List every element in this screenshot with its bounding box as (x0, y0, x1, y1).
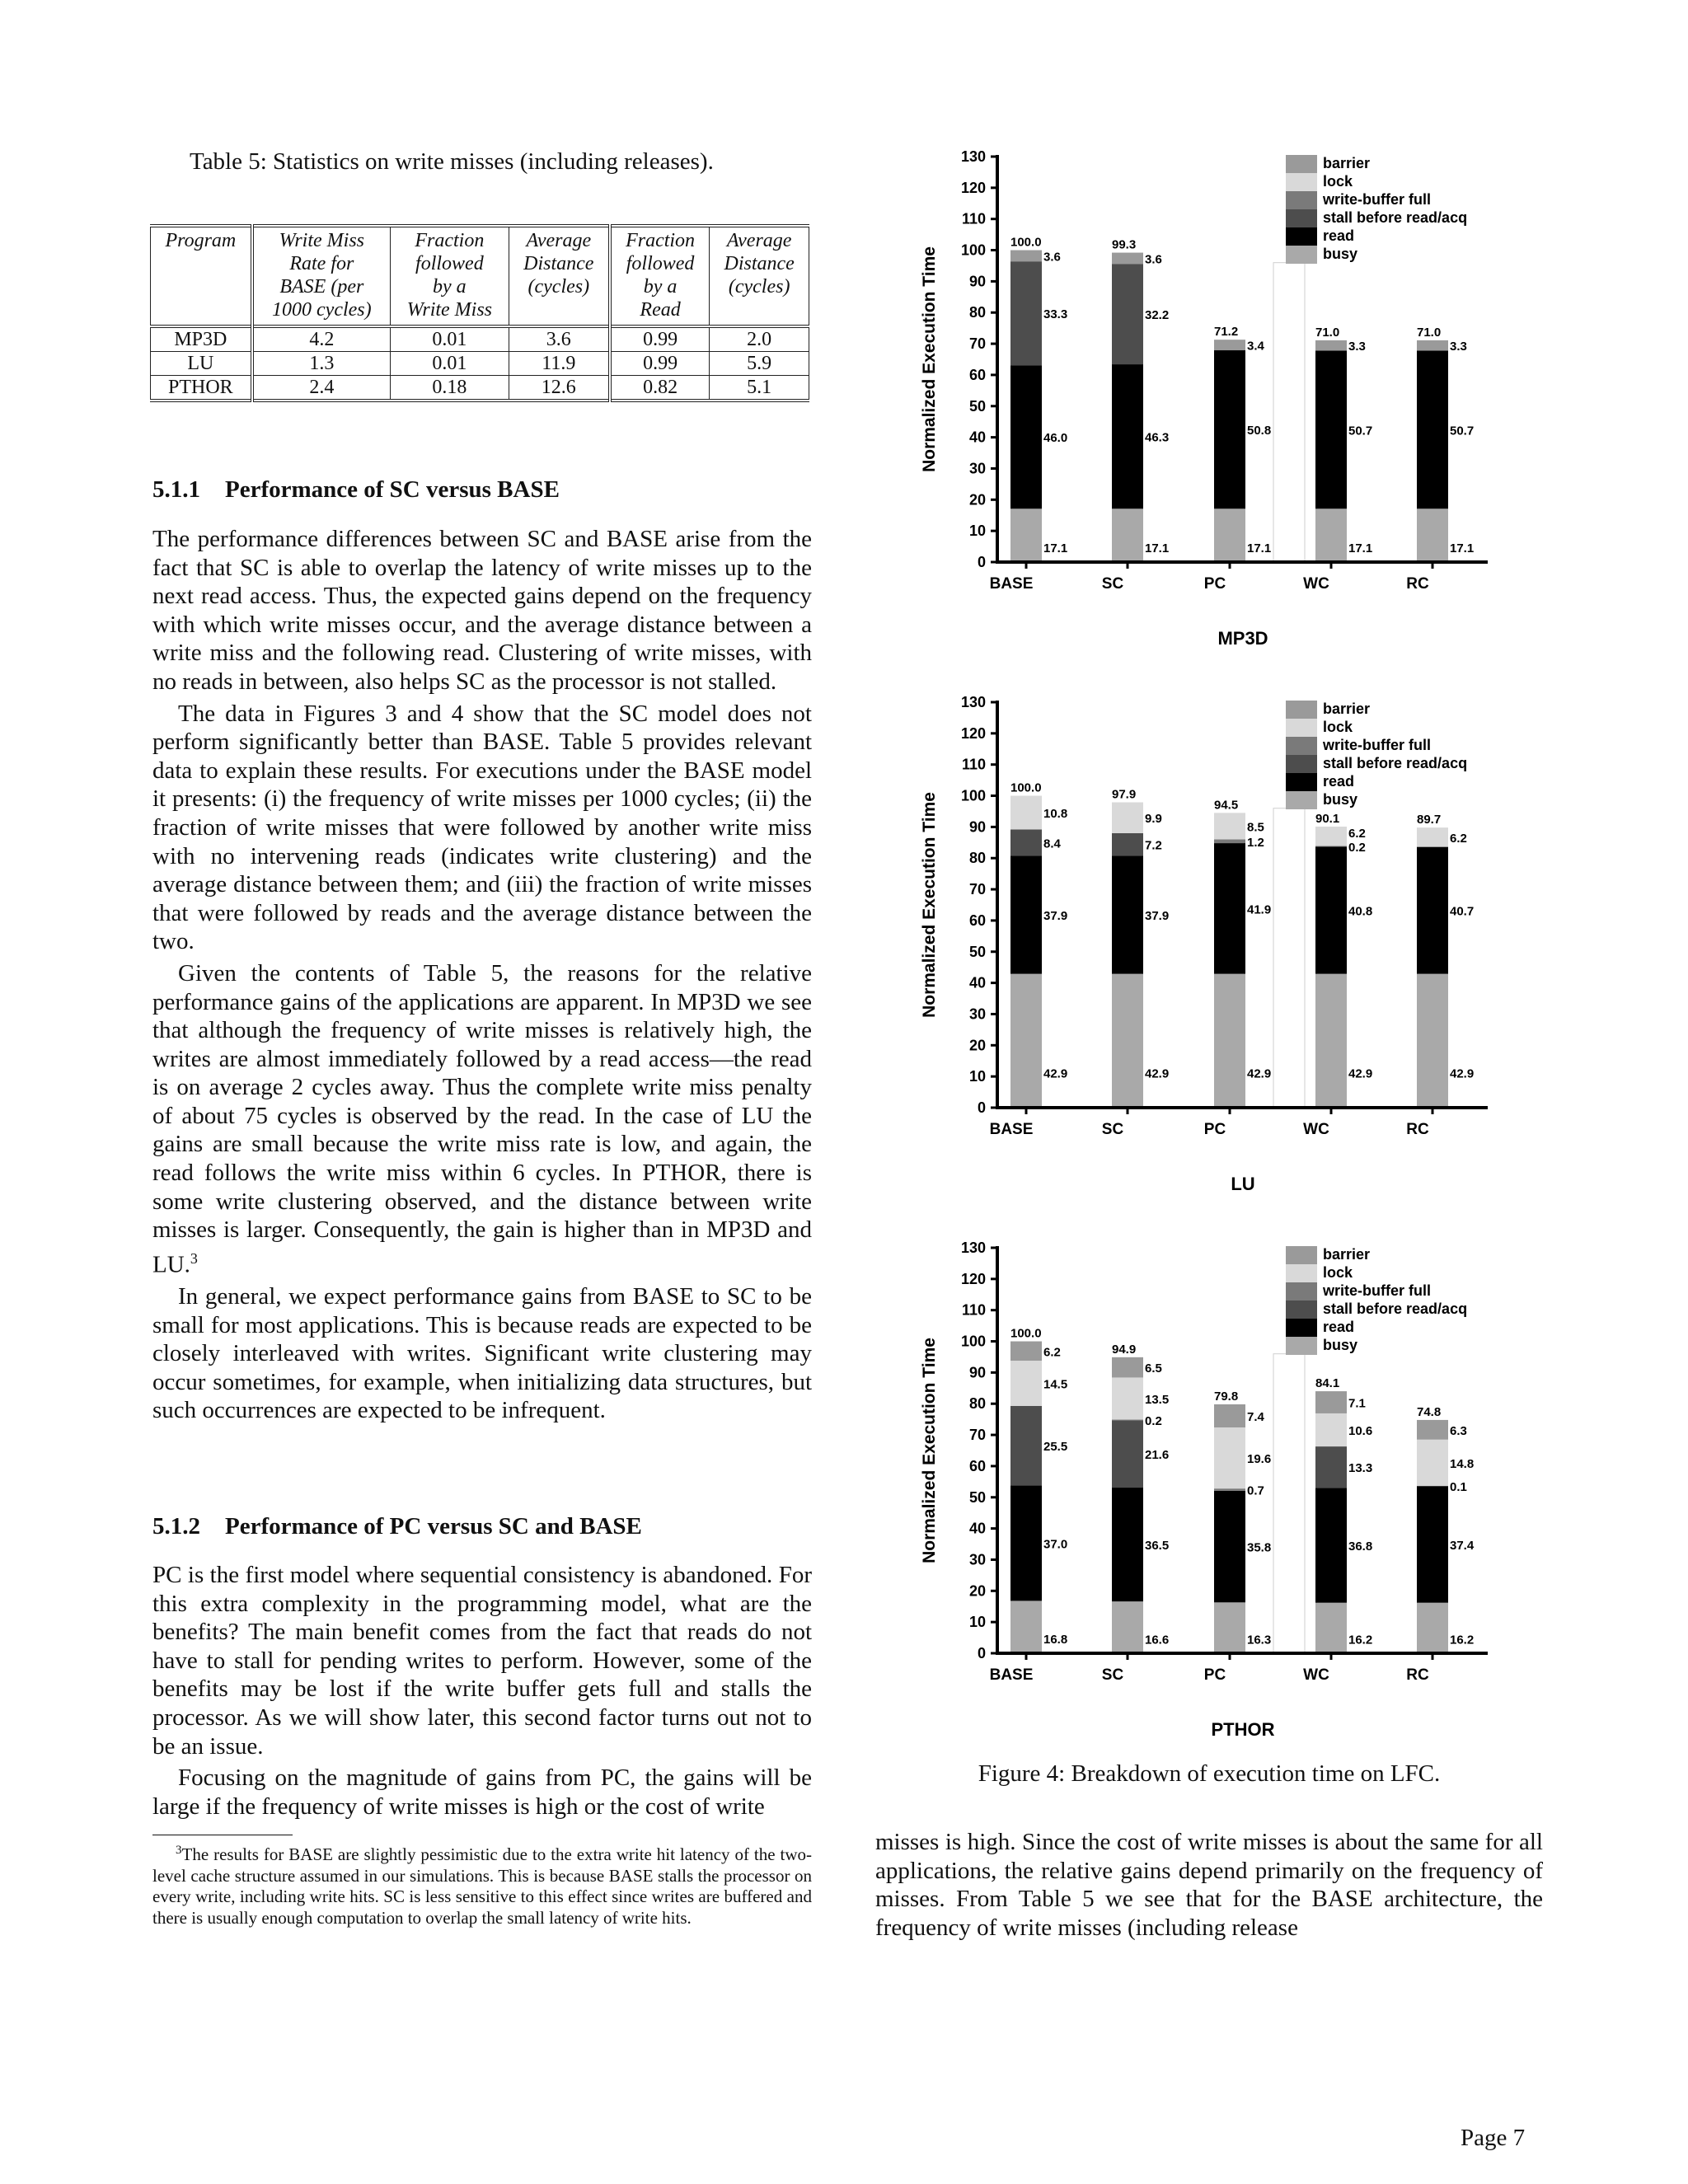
legend-swatch-lock (1286, 173, 1317, 191)
bar-segment-busy (1214, 509, 1245, 562)
pthor-chart (907, 1231, 1533, 1759)
highlight-column (1273, 808, 1305, 1108)
y-tick-label: 80 (968, 304, 986, 321)
legend-label: read (1323, 227, 1355, 244)
bar-segment-barrier (1010, 251, 1042, 262)
legend-swatch-busy (1286, 791, 1317, 809)
data-label: 42.9 (1348, 1066, 1373, 1081)
data-label: 16.2 (1450, 1633, 1475, 1647)
data-label: 8.5 (1247, 820, 1264, 835)
data-label: 16.8 (1043, 1633, 1068, 1647)
bar-segment-read (1214, 350, 1245, 509)
bar-segment-write-buffer-full (1214, 1488, 1245, 1491)
y-tick-label: 120 (960, 724, 986, 742)
data-label: 3.6 (1145, 252, 1162, 267)
y-axis-label: Normalized Execution Time (920, 1338, 939, 1563)
data-label: 40.8 (1348, 904, 1373, 919)
bar-segment-barrier (1214, 1404, 1245, 1427)
data-label: 37.9 (1145, 908, 1170, 923)
legend-swatch-read (1286, 227, 1317, 246)
data-label: 3.6 (1043, 250, 1061, 265)
bar-segment-lock (1112, 1377, 1143, 1419)
data-label: 6.5 (1145, 1361, 1162, 1376)
legend-label: lock (1323, 719, 1353, 735)
legend-label: stall before read/acq (1323, 209, 1468, 226)
y-tick-label: 30 (968, 460, 986, 477)
bar-total-label: 71.2 (1214, 325, 1239, 340)
paragraph: Focusing on the magnitude of gains from PC, the gains will be large if the frequency of write misses is high or the cost of write (152, 1765, 812, 1820)
bar-segment-stall-before-read-acq (1010, 829, 1042, 855)
legend-label: barrier (1323, 701, 1371, 717)
y-tick-label: 0 (977, 1099, 986, 1116)
table-cell: 0.99 (610, 326, 710, 352)
data-label: 37.4 (1450, 1538, 1475, 1553)
bar-segment-read (1112, 855, 1143, 973)
table-cell: 11.9 (509, 352, 610, 376)
y-tick-label: 130 (960, 694, 986, 710)
y-tick-label: 10 (968, 523, 986, 540)
bar-segment-busy (1417, 509, 1448, 562)
table-header-cell: Write Miss Rate for BASE (per 1000 cycles) (252, 226, 391, 326)
data-label: 35.8 (1247, 1540, 1272, 1555)
bar-segment-barrier (1315, 340, 1347, 350)
legend-label: busy (1323, 246, 1358, 262)
data-label: 0.7 (1247, 1483, 1264, 1498)
bar-segment-barrier (1315, 1391, 1347, 1413)
legend-swatch-busy (1286, 246, 1317, 264)
y-tick-label: 90 (968, 1364, 986, 1381)
table-header-cell: Average Distance (cycles) (509, 226, 610, 326)
section-heading-511: 5.1.1 Performance of SC versus BASE (152, 476, 560, 503)
bar-segment-stall-before-read-acq (1112, 833, 1143, 855)
legend-label: busy (1323, 791, 1358, 808)
table-cell: PTHOR (151, 376, 252, 401)
data-label: 14.5 (1043, 1377, 1068, 1392)
table-cell: 3.6 (509, 326, 610, 352)
bar-segment-write-buffer-full (1214, 840, 1245, 844)
y-tick-label: 60 (968, 912, 986, 929)
bar-segment-busy (1010, 509, 1042, 562)
highlight-column (1273, 263, 1305, 562)
data-label: 16.2 (1348, 1633, 1373, 1647)
data-label: 6.2 (1043, 1345, 1061, 1360)
y-tick-label: 110 (961, 210, 986, 227)
table-cell: LU (151, 352, 252, 376)
table-caption: Table 5: Statistics on write misses (including releases). (190, 148, 714, 175)
table-cell: 0.01 (390, 352, 509, 376)
legend-swatch-busy (1286, 1337, 1317, 1355)
mp3d-chart (907, 140, 1533, 668)
legend-label: write-buffer full (1323, 1282, 1431, 1299)
bar-total-label: 99.3 (1112, 237, 1137, 252)
legend-label: write-buffer full (1323, 191, 1431, 208)
bar-segment-read (1214, 843, 1245, 974)
data-label: 50.8 (1247, 424, 1272, 438)
legend-label: busy (1323, 1337, 1358, 1353)
legend-swatch-lock (1286, 719, 1317, 737)
bar-segment-write-buffer-full (1417, 1486, 1448, 1487)
y-tick-label: 40 (968, 1520, 986, 1537)
y-tick-label: 30 (968, 1551, 986, 1568)
x-tick-label: SC (1101, 1121, 1124, 1138)
y-tick-label: 40 (968, 974, 986, 991)
y-tick-label: 80 (968, 1395, 986, 1413)
x-tick-label: RC (1406, 1666, 1429, 1684)
data-label: 17.1 (1247, 541, 1272, 555)
bar-total-label: 100.0 (1010, 1326, 1042, 1341)
bar-segment-lock (1112, 802, 1143, 832)
bar-total-label: 90.1 (1315, 812, 1340, 827)
section-heading-512: 5.1.2 Performance of PC versus SC and BASE (152, 1513, 642, 1540)
y-tick-label: 110 (961, 756, 986, 773)
legend-swatch-write-buffer-full (1286, 1282, 1317, 1301)
bar-segment-read (1417, 847, 1448, 974)
data-label: 9.9 (1145, 812, 1162, 827)
chart-title: PTHOR (1211, 1719, 1275, 1740)
y-tick-label: 60 (968, 1457, 986, 1474)
bar-segment-busy (1417, 1603, 1448, 1653)
data-label: 32.2 (1145, 308, 1170, 323)
page-number: Page 7 (1461, 2125, 1526, 2151)
table-header-cell: Fraction followed by a Write Miss (390, 226, 509, 326)
y-tick-label: 60 (968, 366, 986, 383)
table-cell: 2.0 (710, 326, 809, 352)
data-label: 46.3 (1145, 430, 1170, 445)
bar-total-label: 94.9 (1112, 1342, 1137, 1357)
bar-segment-busy (1417, 974, 1448, 1108)
data-label: 41.9 (1247, 902, 1272, 917)
chart-title: MP3D (1217, 628, 1268, 649)
table-row (151, 326, 809, 352)
table-cell: 5.9 (710, 352, 809, 376)
bar-segment-write-buffer-full (1112, 1420, 1143, 1421)
write-miss-stats-table (150, 224, 809, 402)
legend-label: write-buffer full (1323, 737, 1431, 753)
paragraph: PC is the first model where sequential consistency is abandoned. For this extra complexity in the programming model, what are the benefits? The main benefit comes from the fact that reads do not have to stall for pending writes to perform. However, some of the benefits may be lost if the write buffer gets full and stalls the processor. As we will show later, this second factor turns out not to be an issue. (152, 1562, 812, 1760)
bar-total-label: 74.8 (1417, 1404, 1442, 1419)
bar-segment-lock (1315, 1413, 1347, 1446)
legend-swatch-read (1286, 773, 1317, 791)
data-label: 3.3 (1348, 340, 1366, 354)
bar-segment-read (1417, 1486, 1448, 1603)
data-label: 33.3 (1043, 307, 1068, 322)
x-tick-label: PC (1203, 1666, 1226, 1684)
y-tick-label: 50 (968, 397, 986, 415)
table-cell: MP3D (151, 326, 252, 352)
y-tick-label: 120 (960, 179, 986, 196)
footnote-ref: 3 (190, 1249, 198, 1267)
bar-segment-barrier (1214, 340, 1245, 350)
footnote: $^3$The results for BASE are slightly pessimistic due to the extra write hit latency of the two-level cache structure assumed in our simulations. This is because BASE stalls the processor on every write, including write hits. SC is less sensitive to this effect since writes are buffered and there is usually enough computation to overlap the small latency of write hits. (152, 1844, 812, 1928)
legend-label: barrier (1323, 1246, 1371, 1263)
data-label: 6.2 (1348, 826, 1366, 841)
bar-segment-read (1112, 1488, 1143, 1601)
table-header-cell: Fraction followed by a Read (610, 226, 710, 326)
legend-label: read (1323, 1319, 1355, 1335)
legend-label: read (1323, 773, 1355, 790)
y-tick-label: 130 (960, 148, 986, 165)
x-tick-label: SC (1101, 575, 1124, 593)
data-label: 0.2 (1145, 1413, 1162, 1428)
y-tick-label: 130 (960, 1240, 986, 1256)
bar-total-label: 71.0 (1315, 325, 1340, 340)
data-label: 40.7 (1450, 904, 1475, 919)
y-axis-label: Normalized Execution Time (920, 246, 939, 472)
bar-segment-stall-before-read-acq (1112, 1420, 1143, 1488)
bar-segment-stall-before-read-acq (1010, 261, 1042, 365)
y-tick-label: 10 (968, 1068, 986, 1085)
x-tick-label: BASE (989, 575, 1034, 593)
x-tick-label: SC (1101, 1666, 1124, 1684)
legend-swatch-read (1286, 1319, 1317, 1337)
data-label: 10.6 (1348, 1424, 1373, 1439)
bar-segment-lock (1214, 1427, 1245, 1488)
table-cell: 0.01 (390, 326, 509, 352)
y-tick-label: 30 (968, 1005, 986, 1023)
data-label: 16.3 (1247, 1633, 1272, 1647)
data-label: 17.1 (1348, 541, 1373, 555)
legend-swatch-barrier (1286, 155, 1317, 173)
bar-segment-barrier (1417, 1420, 1448, 1440)
bar-segment-read (1010, 365, 1042, 509)
bar-total-label: 100.0 (1010, 235, 1042, 250)
data-label: 37.9 (1043, 908, 1068, 923)
x-tick-label: PC (1203, 575, 1226, 593)
figure-caption: Figure 4: Breakdown of execution time on LFC. (978, 1760, 1441, 1787)
data-label: 50.7 (1450, 424, 1475, 438)
legend-swatch-write-buffer-full (1286, 737, 1317, 755)
table-header-cell: Program (151, 226, 252, 326)
right-column-text: misses is high. Since the cost of write misses is about the same for all applications, the relative gains depend primarily on the frequency of misses. From Table 5 we see that for the BASE architecture, the frequency of write misses (including release (875, 1829, 1543, 1941)
bar-segment-read (1214, 1491, 1245, 1602)
bar-segment-busy (1214, 1602, 1245, 1653)
legend-swatch-stall-before-read-acq (1286, 1301, 1317, 1319)
bar-segment-read (1315, 350, 1347, 509)
data-label: 17.1 (1145, 541, 1170, 555)
y-tick-label: 90 (968, 273, 986, 290)
data-label: 46.0 (1043, 431, 1068, 446)
data-label: 50.7 (1348, 424, 1373, 438)
data-label: 17.1 (1450, 541, 1475, 555)
bar-segment-read (1010, 1485, 1042, 1601)
y-tick-label: 100 (960, 787, 986, 804)
data-label: 6.2 (1450, 831, 1467, 846)
data-label: 42.9 (1247, 1066, 1272, 1081)
table-cell: 4.2 (252, 326, 391, 352)
y-tick-label: 20 (968, 491, 986, 509)
data-label: 6.3 (1450, 1423, 1467, 1438)
legend-label: lock (1323, 173, 1353, 190)
legend-swatch-barrier (1286, 1246, 1317, 1264)
section-511-body (152, 525, 812, 1425)
data-label: 14.8 (1450, 1456, 1475, 1471)
data-label: 10.8 (1043, 806, 1068, 821)
bar-segment-read (1315, 846, 1347, 973)
highlight-column (1273, 1354, 1305, 1653)
y-tick-label: 50 (968, 1488, 986, 1506)
bar-segment-busy (1010, 974, 1042, 1108)
data-label: 0.2 (1348, 840, 1366, 855)
bar-segment-lock (1315, 827, 1347, 846)
y-tick-label: 20 (968, 1582, 986, 1600)
bar-segment-lock (1417, 1440, 1448, 1486)
x-tick-label: WC (1303, 1121, 1329, 1138)
table-cell: 0.18 (390, 376, 509, 401)
y-tick-label: 110 (961, 1301, 986, 1319)
table-cell: 5.1 (710, 376, 809, 401)
legend-label: barrier (1323, 155, 1371, 171)
y-tick-label: 70 (968, 881, 986, 898)
legend-label: stall before read/acq (1323, 755, 1468, 771)
y-tick-label: 0 (977, 554, 986, 570)
bar-segment-lock (1010, 1361, 1042, 1406)
data-label: 1.2 (1247, 835, 1264, 850)
y-axis-label: Normalized Execution Time (920, 792, 939, 1018)
legend-swatch-stall-before-read-acq (1286, 209, 1317, 227)
x-tick-label: BASE (989, 1121, 1034, 1138)
bar-segment-stall-before-read-acq (1112, 264, 1143, 364)
data-label: 7.1 (1348, 1396, 1366, 1411)
y-tick-label: 70 (968, 335, 986, 353)
data-label: 42.9 (1450, 1066, 1475, 1081)
legend-swatch-barrier (1286, 701, 1317, 719)
data-label: 13.3 (1348, 1461, 1373, 1476)
data-label: 42.9 (1043, 1066, 1068, 1081)
y-tick-label: 40 (968, 429, 986, 446)
data-label: 36.5 (1145, 1539, 1170, 1554)
y-tick-label: 80 (968, 850, 986, 867)
y-tick-label: 120 (960, 1270, 986, 1287)
table-header-row (151, 226, 809, 326)
x-tick-label: RC (1406, 1121, 1429, 1138)
data-label: 8.4 (1043, 837, 1061, 851)
bar-segment-barrier (1010, 1342, 1042, 1361)
table-row (151, 352, 809, 376)
legend-swatch-lock (1286, 1264, 1317, 1282)
bar-segment-busy (1112, 1601, 1143, 1653)
paragraph: In general, we expect performance gains from BASE to SC to be small for most applications. This is because reads are expected to be closely interleaved with writes. Significant write clustering may occur sometimes, for example, when initializing data structures, but such occurrences are expected to be infrequent. (152, 1283, 812, 1424)
bar-segment-busy (1112, 509, 1143, 562)
bar-total-label: 84.1 (1315, 1376, 1340, 1391)
data-label: 3.3 (1450, 340, 1467, 354)
x-tick-label: BASE (989, 1666, 1034, 1684)
x-tick-label: PC (1203, 1121, 1226, 1138)
table-cell: 0.82 (610, 376, 710, 401)
bar-segment-lock (1417, 827, 1448, 846)
x-tick-label: RC (1406, 575, 1429, 593)
x-tick-label: WC (1303, 1666, 1329, 1684)
y-tick-label: 70 (968, 1427, 986, 1444)
bar-segment-busy (1315, 509, 1347, 562)
legend-swatch-stall-before-read-acq (1286, 755, 1317, 773)
section-512-body (152, 1561, 812, 1821)
data-label: 16.6 (1145, 1633, 1170, 1647)
data-label: 19.6 (1247, 1452, 1272, 1467)
table-cell: 12.6 (509, 376, 610, 401)
data-label: 25.5 (1043, 1440, 1068, 1455)
bar-segment-busy (1315, 974, 1347, 1108)
lu-chart (907, 686, 1533, 1213)
bar-total-label: 89.7 (1417, 813, 1442, 827)
bar-segment-lock (1010, 796, 1042, 830)
legend-swatch-write-buffer-full (1286, 191, 1317, 209)
data-label: 3.4 (1247, 339, 1264, 354)
y-tick-label: 20 (968, 1037, 986, 1054)
legend-label: lock (1323, 1264, 1353, 1281)
data-label: 37.0 (1043, 1537, 1068, 1552)
legend-label: stall before read/acq (1323, 1301, 1468, 1317)
y-tick-label: 0 (977, 1645, 986, 1661)
y-tick-label: 90 (968, 818, 986, 836)
bar-segment-busy (1214, 974, 1245, 1108)
bar-segment-barrier (1112, 253, 1143, 265)
table-cell: 2.4 (252, 376, 391, 401)
y-tick-label: 100 (960, 241, 986, 259)
data-label: 7.4 (1247, 1409, 1264, 1424)
x-tick-label: WC (1303, 575, 1329, 593)
bar-segment-barrier (1112, 1357, 1143, 1378)
table-header-cell: Average Distance (cycles) (710, 226, 809, 326)
bar-segment-read (1315, 1488, 1347, 1602)
bar-total-label: 97.9 (1112, 787, 1137, 802)
bar-segment-busy (1315, 1603, 1347, 1653)
bar-segment-lock (1214, 813, 1245, 839)
bar-segment-stall-before-read-acq (1010, 1406, 1042, 1486)
y-tick-label: 100 (960, 1333, 986, 1350)
bar-segment-read (1417, 350, 1448, 509)
bar-segment-barrier (1417, 340, 1448, 350)
data-label: 0.1 (1450, 1479, 1467, 1494)
data-label: 13.5 (1145, 1392, 1170, 1407)
data-label: 21.6 (1145, 1448, 1170, 1463)
bar-total-label: 94.5 (1214, 798, 1239, 813)
bar-total-label: 79.8 (1214, 1389, 1239, 1404)
paragraph: Given the contents of Table 5, the reasons for the relative performance gains of the applications are apparent. In MP3D we see that although the frequency of write misses is relatively high, the writes are almost immediately followed by a read access—the read is on average 2 cycles away. Thus the complete write miss penalty of about 75 cycles is observed by the read. In the case of LU the gains are small because the write miss rate is low, and again, the read follows the write miss within 6 cycles. In PTHOR, there is some write clustering observed, and the distance between write misses is larger. Consequently, the gain is higher than in MP3D and LU.$^3$ (152, 959, 812, 1278)
data-label: 42.9 (1145, 1066, 1170, 1081)
bar-segment-read (1010, 855, 1042, 973)
table-row (151, 376, 809, 401)
table-cell: 1.3 (252, 352, 391, 376)
bar-segment-busy (1112, 974, 1143, 1108)
bar-total-label: 71.0 (1417, 325, 1442, 340)
table-cell: 0.99 (610, 352, 710, 376)
chart-title: LU (1231, 1174, 1255, 1194)
bar-segment-read (1112, 364, 1143, 509)
data-label: 7.2 (1145, 838, 1162, 853)
bar-segment-busy (1010, 1601, 1042, 1653)
y-tick-label: 10 (968, 1614, 986, 1631)
bar-segment-stall-before-read-acq (1315, 1446, 1347, 1488)
paragraph: The data in Figures 3 and 4 show that the SC model does not perform significantly better than BASE. Table 5 provides relevant data to explain these results. For executions under the BASE model it presents: (i) the frequency of write misses per 1000 cycles; (ii) the fraction of write misses that were followed by another write miss with no intervening reads (indicates write clustering) and the average distance between them; and (iii) the fraction of write misses that were followed by reads and the average distance between the two. (152, 700, 812, 955)
paragraph: The performance differences between SC and BASE arise from the fact that SC is able to overlap the latency of write misses up to the next read access. Thus, the expected gains depend on the frequency with which write misses occur, and the average distance between a write miss and the following read. Clustering of write misses, with no reads in between, also helps SC as the processor is not stalled. (152, 526, 812, 695)
data-label: 17.1 (1043, 541, 1068, 555)
y-tick-label: 50 (968, 943, 986, 960)
data-label: 36.8 (1348, 1540, 1373, 1554)
bar-total-label: 100.0 (1010, 780, 1042, 795)
